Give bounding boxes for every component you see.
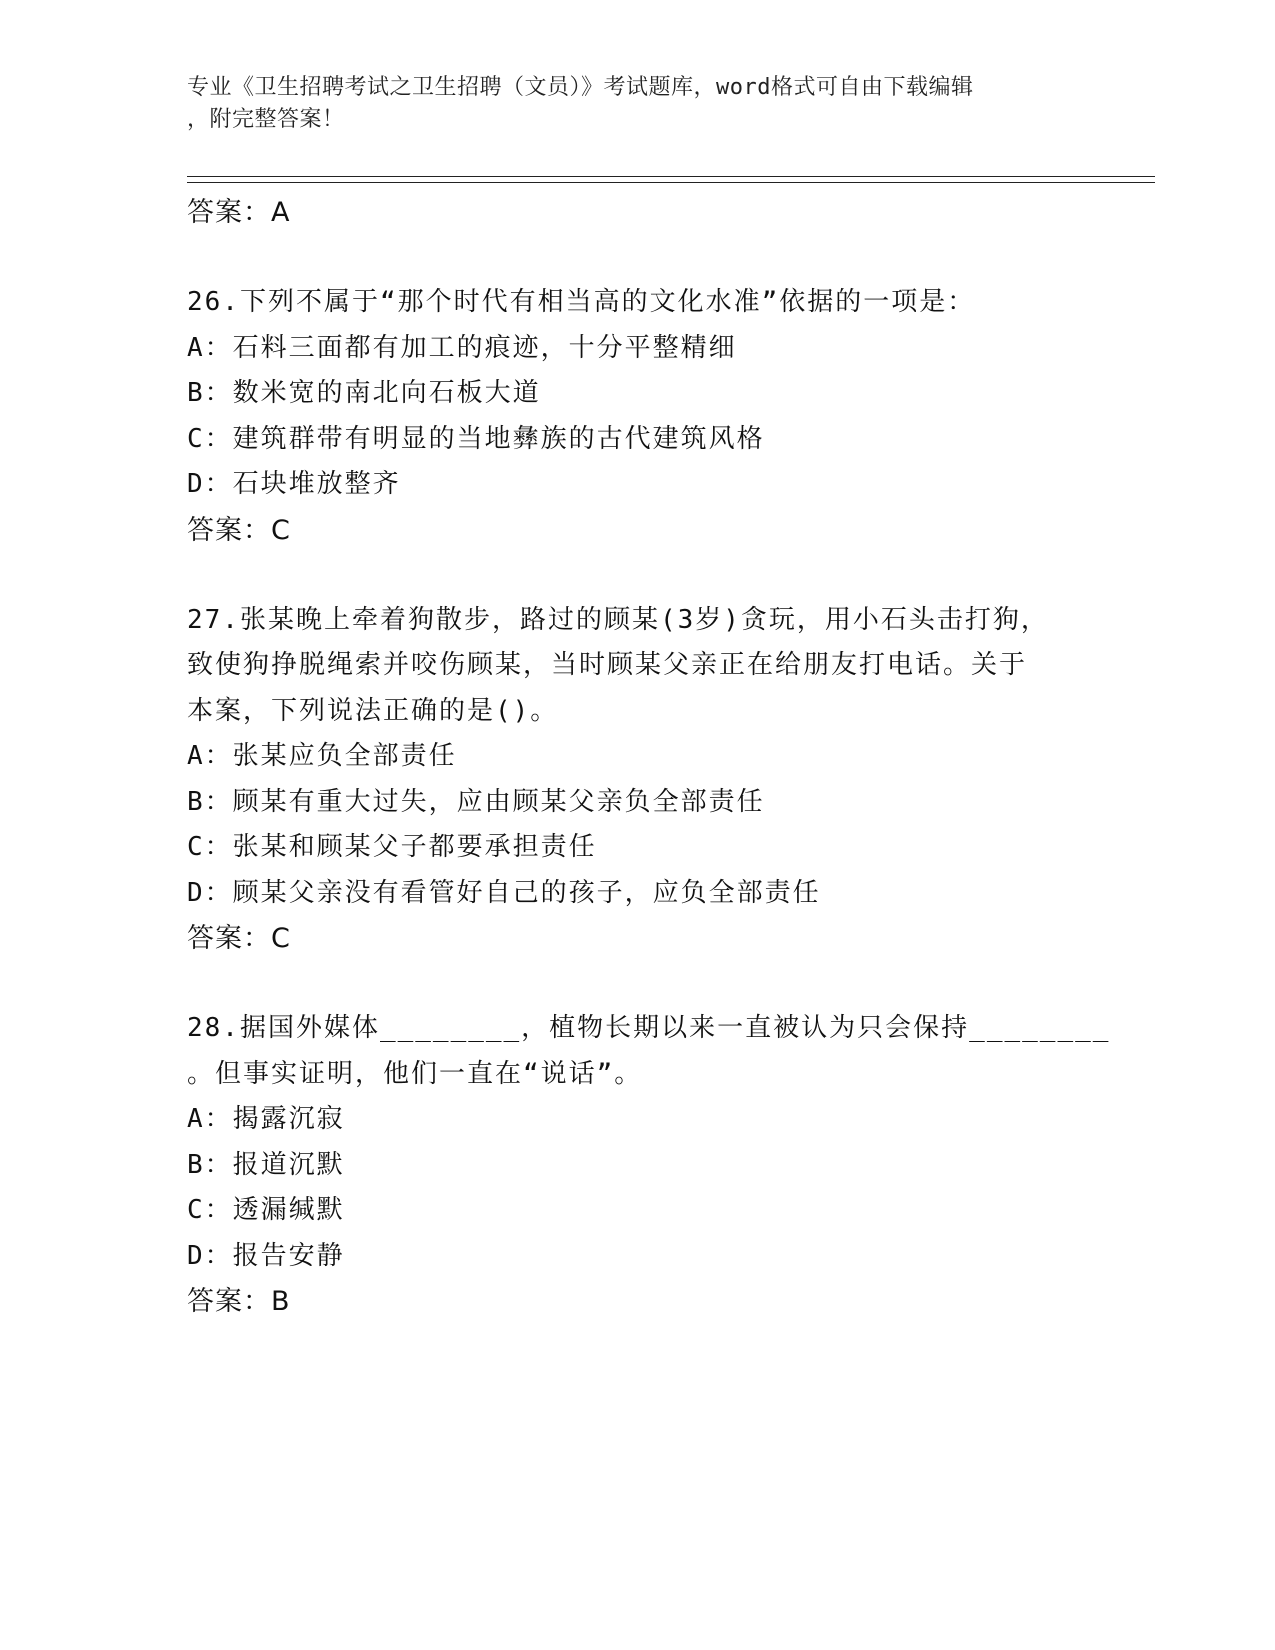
option-a: A：揭露沉寂 xyxy=(187,1104,345,1134)
question-28 xyxy=(187,1006,1111,1324)
header-divider-bottom xyxy=(187,182,1155,183)
option-d: D：报告安静 xyxy=(187,1240,345,1271)
question-text: 28.据国外媒体________，植物长期以来一直被认为只会保持________ xyxy=(187,1013,1111,1043)
answer-text: 答案：C xyxy=(187,514,291,546)
option-a: A：张某应负全部责任 xyxy=(187,741,457,771)
answer-text: 答案：C xyxy=(187,923,291,954)
question-26 xyxy=(187,280,1087,553)
header-divider-top xyxy=(187,176,1155,177)
previous-answer: 答案：A xyxy=(187,197,291,228)
header-line-1: 专业《卫生招聘考试之卫生招聘（文员）》考试题库，word格式可自由下载编辑 xyxy=(187,75,974,100)
document-header xyxy=(187,72,1067,136)
question-text: 致使狗挣脱绳索并咬伤顾某，当时顾某父亲正在给朋友打电话。关于 xyxy=(187,650,1028,680)
spacer xyxy=(187,553,1087,598)
header-line-2: ，附完整答案！ xyxy=(187,107,345,132)
question-text: 26.下列不属于“那个时代有相当高的文化水准”依据的一项是： xyxy=(187,287,976,317)
question-text: 本案，下列说法正确的是()。 xyxy=(187,695,559,726)
option-a: A：石料三面都有加工的痕迹，十分平整精细 xyxy=(187,332,737,363)
answer-text: 答案：B xyxy=(187,1286,291,1317)
option-b: B：顾某有重大过失，应由顾某父亲负全部责任 xyxy=(187,786,765,817)
option-c: C：建筑群带有明显的当地彝族的古代建筑风格 xyxy=(187,423,765,454)
option-d: D：石块堆放整齐 xyxy=(187,469,401,499)
question-text: 27.张某晚上牵着狗散步，路过的顾某(3岁)贪玩，用小石头击打狗， xyxy=(187,604,1049,635)
option-c: C：透漏缄默 xyxy=(187,1195,345,1225)
option-d: D：顾某父亲没有看管好自己的孩子，应负全部责任 xyxy=(187,877,821,908)
question-list xyxy=(187,190,1111,1324)
option-b: B：数米宽的南北向石板大道 xyxy=(187,378,541,408)
question-text: 。但事实证明，他们一直在“说话”。 xyxy=(187,1058,643,1089)
question-27 xyxy=(187,598,1087,962)
option-c: C：张某和顾某父子都要承担责任 xyxy=(187,832,597,862)
spacer xyxy=(187,961,1087,1006)
spacer xyxy=(187,235,1087,280)
option-b: B：报道沉默 xyxy=(187,1149,345,1180)
